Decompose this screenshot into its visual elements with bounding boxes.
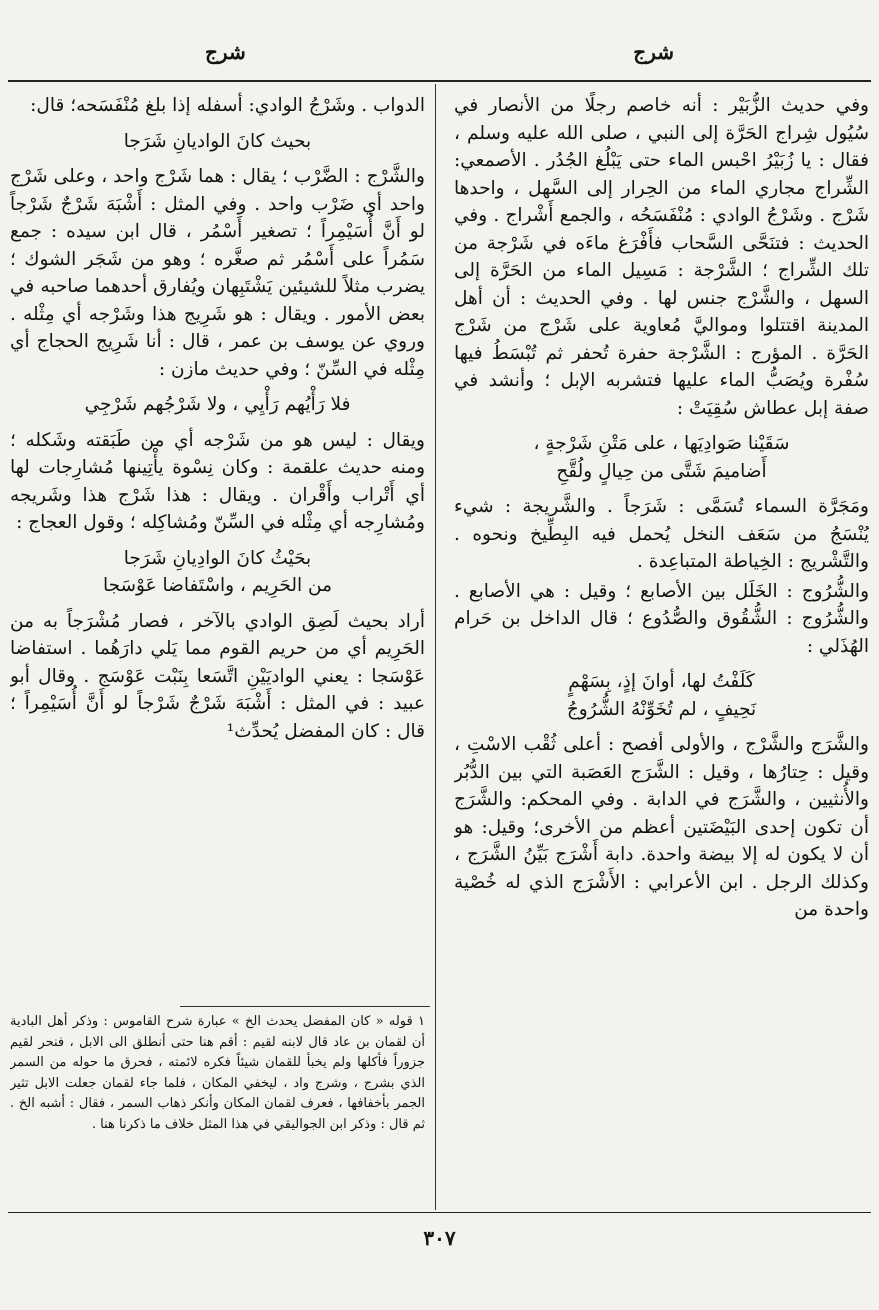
right-column	[454, 92, 869, 1207]
verse-line: بحيث كانَ الواديانِ شَرَجا	[123, 130, 312, 152]
paragraph: أراد بحيث لَصِق الوادي بالآخر ، فصار مُشْرَجاً به من الحَرِيم أي من حريم القوم مما يَلي دارَهُما . استفاضا عَوْسَجا : يعني الواديَيْنِ اتَّسَعا بِنَبْت عَوْسَج . وقال أبو عبيد : في المثل : أَشْبَهَ شَرْجٌ شَرْجاً لو أَنَّ أُسَيْمِراً ؛ قال : كان المفضل يُحدِّث¹	[10, 610, 425, 742]
paragraph: والشَّرْج : الضَّرْب ؛ يقال : هما شَرْج واحد ، وعلى شَرْج واحد أي ضَرْب واحد . وفي المثل : أَشْبَهَ شَرْجٌ شَرْجاً لو أَنَّ أُسَيْمِراً ؛ تصغير أَسْمُر ، قال ابن سيده : جمع سَمُراً على أَسْمُر ثم صغَّره ؛ وهو من شَجَر الشوك ؛ يضرب مثلاً للشيئين يَشْتَبِهان ويُفارق أحدهما صاحبه في بعض الأمور . ويقال : هو شَرِيج هذا وشَرْجه أي مِثْله . وروي عن يوسف بن عمر ، قال : أنا شَرِيج الحجاج أي مِثْله في السِّنّ ؛ وفي حديث مازن :	[10, 166, 425, 380]
header-left: شرج	[205, 40, 246, 64]
verse-line: فلا رَأْيُهم رَأْيِي ، ولا شَرْجُهم شَرْجِي	[84, 394, 351, 415]
paragraph: وفي حديث الزُّبَيْر : أنه خاصم رجلًا من الأنصار في سُيُول شِراج الحَرَّة إلى النبي ، صلى الله عليه وسلم ، فقال : يا زُبَيْرُ احْبس الماء حتى يَبْلُغ الجُدُر . الأصمعي: الشِّراج مجاري الماء من الحِرار إلى السَّهل ، واحدها شَرْج . وشَرْجُ الوادي : مُنْفَسَحُه ، والجمع أَشْراج . وفي الحديث : فتنَحَّى السَّحاب فأَفْرَغ ماءَه في شَرْجة من تلك الشِّراج ؛ الشَّرْجة : مَسِيل الماء من الحَرَّة إلى السهل ، والشَّرْج جنس لها . وفي الحديث : أن أهل المدينة اقتتلوا ومواليَّ مُعاوية على شَرْج من شَرْج الحَرَّة . المؤرج : الشَّرْجة حفرة تُحفر ثم تُبْسَطُ فيها سُفْرة ويُصَبُّ الماء عليها فتشربه الإبل ؛ وأنشد في صفة إبل عطاش سُقِيَتْ :	[454, 95, 869, 419]
verse-line: سَقَيْنا صَوادِيَها ، على مَتْنِ شَرْجةٍ ،	[533, 433, 790, 454]
column-divider	[435, 84, 436, 1210]
verse-line: أَضاميمَ شَتَّى من حِيالٍ ولُقَّحِ	[556, 460, 767, 482]
footnote: ١ قوله « كان المفضل يحدث الخ » عبارة شرح القاموس : وذكر أهل البادية أن لقمان بن عاد قال لابنه لقيم : أقم هنا حتى أنطلق الى الابل ، فنحر لقيم جزوراً فأكلها ولم يخبأ للقمان شيئاً فكره لائمته ، فحرق ما حوله من السمر الذي بشرج ، وشرج واد ، ليخفي المكان ، فلما جاء لقمان جعلت الابل تثير الجمر بأخفافها ، فعرف لقمان المكان وأنكر ذهاب السمر ، فقال : أشبه الخ . ثم قال : وذكر ابن الجواليقي في هذا المثل خلاف ما ذكرنا هنا .	[10, 1014, 425, 1132]
verse	[454, 668, 869, 723]
paragraph: والشَّرَج والشَّرْج ، والأولى أفصح : أعلى ثُقْب الاسْتِ ، وقيل : حِتارُها ، وقيل : الشَّرَج العَصَبة التي بين الدُّبُر والأُنثيين ، والشَّرَج في الدابة . وفي المحكم: والشَّرَج أن تكون إحدى البَيْضَتين أعظم من الأخرى؛ وقيل: هو أن لا يكون له إلا بيضة واحدة. دابة أَشْرَج بَيِّنُ الشَّرَج ، وكذلك الرجل . ابن الأعرابي : الأَشْرَج الذي له خُصْية واحدة من	[454, 734, 869, 920]
left-column	[10, 92, 425, 997]
footnote-rule	[180, 1006, 430, 1007]
top-rule	[8, 80, 871, 82]
verse-line: نَحِيفٍ ، لم تُخَوِّنْهُ الشُّرُوجُ	[566, 698, 757, 720]
verse	[10, 128, 425, 156]
paragraph: والشُّرُوج : الخَلَل بين الأصابع ؛ وقيل : هي الأصابع . والشُّرُوج : الشُّقُوق والصُّدُوع ؛ قال الداخل بن حَرام الهُذَلي :	[454, 580, 869, 657]
paragraph: ومَجَرَّة السماء تُسَمَّى : شَرَجاً . والشَّريجة : شيء يُنْسَجُ من سَعَف النخل يُحمل فيه البِطِّيخ ونحوه . والتَّشْريج : الخِياطة المتباعِدة .	[454, 496, 869, 572]
bottom-rule	[8, 1212, 871, 1213]
verse	[10, 545, 425, 600]
verse	[10, 391, 425, 419]
verse-line: كَلَفْتُ لها، أوانَ إذٍ، بِسَهْمٍ	[568, 671, 755, 692]
verse-line: من الحَرِيم ، واسْتَفاضا عَوْسَجا	[102, 575, 333, 596]
paragraph: الدواب . وشَرْجُ الوادي: أسفله إذا بلغ مُنْفَسَحه؛ قال:	[30, 95, 425, 116]
header-right: شرج	[633, 40, 674, 64]
verse-line: بحَيْثُ كانَ الوادِيانِ شَرَجا	[123, 547, 312, 569]
paragraph: ويقال : ليس هو من شَرْجه أي من طَبَقته وشَكله ؛ ومنه حديث علقمة : وكان نِسْوة يأْتِينها مُشارِجات لها أي أَتْراب وأَقْران . ويقال : هذا شَرْج هذا وشَريجه ومُشارِجه أي مِثْله في السِّنّ ومُشاكِله ؛ وقول العجاج :	[10, 429, 425, 533]
verse	[454, 430, 869, 485]
page-number: ٣٠٧	[423, 1226, 456, 1250]
